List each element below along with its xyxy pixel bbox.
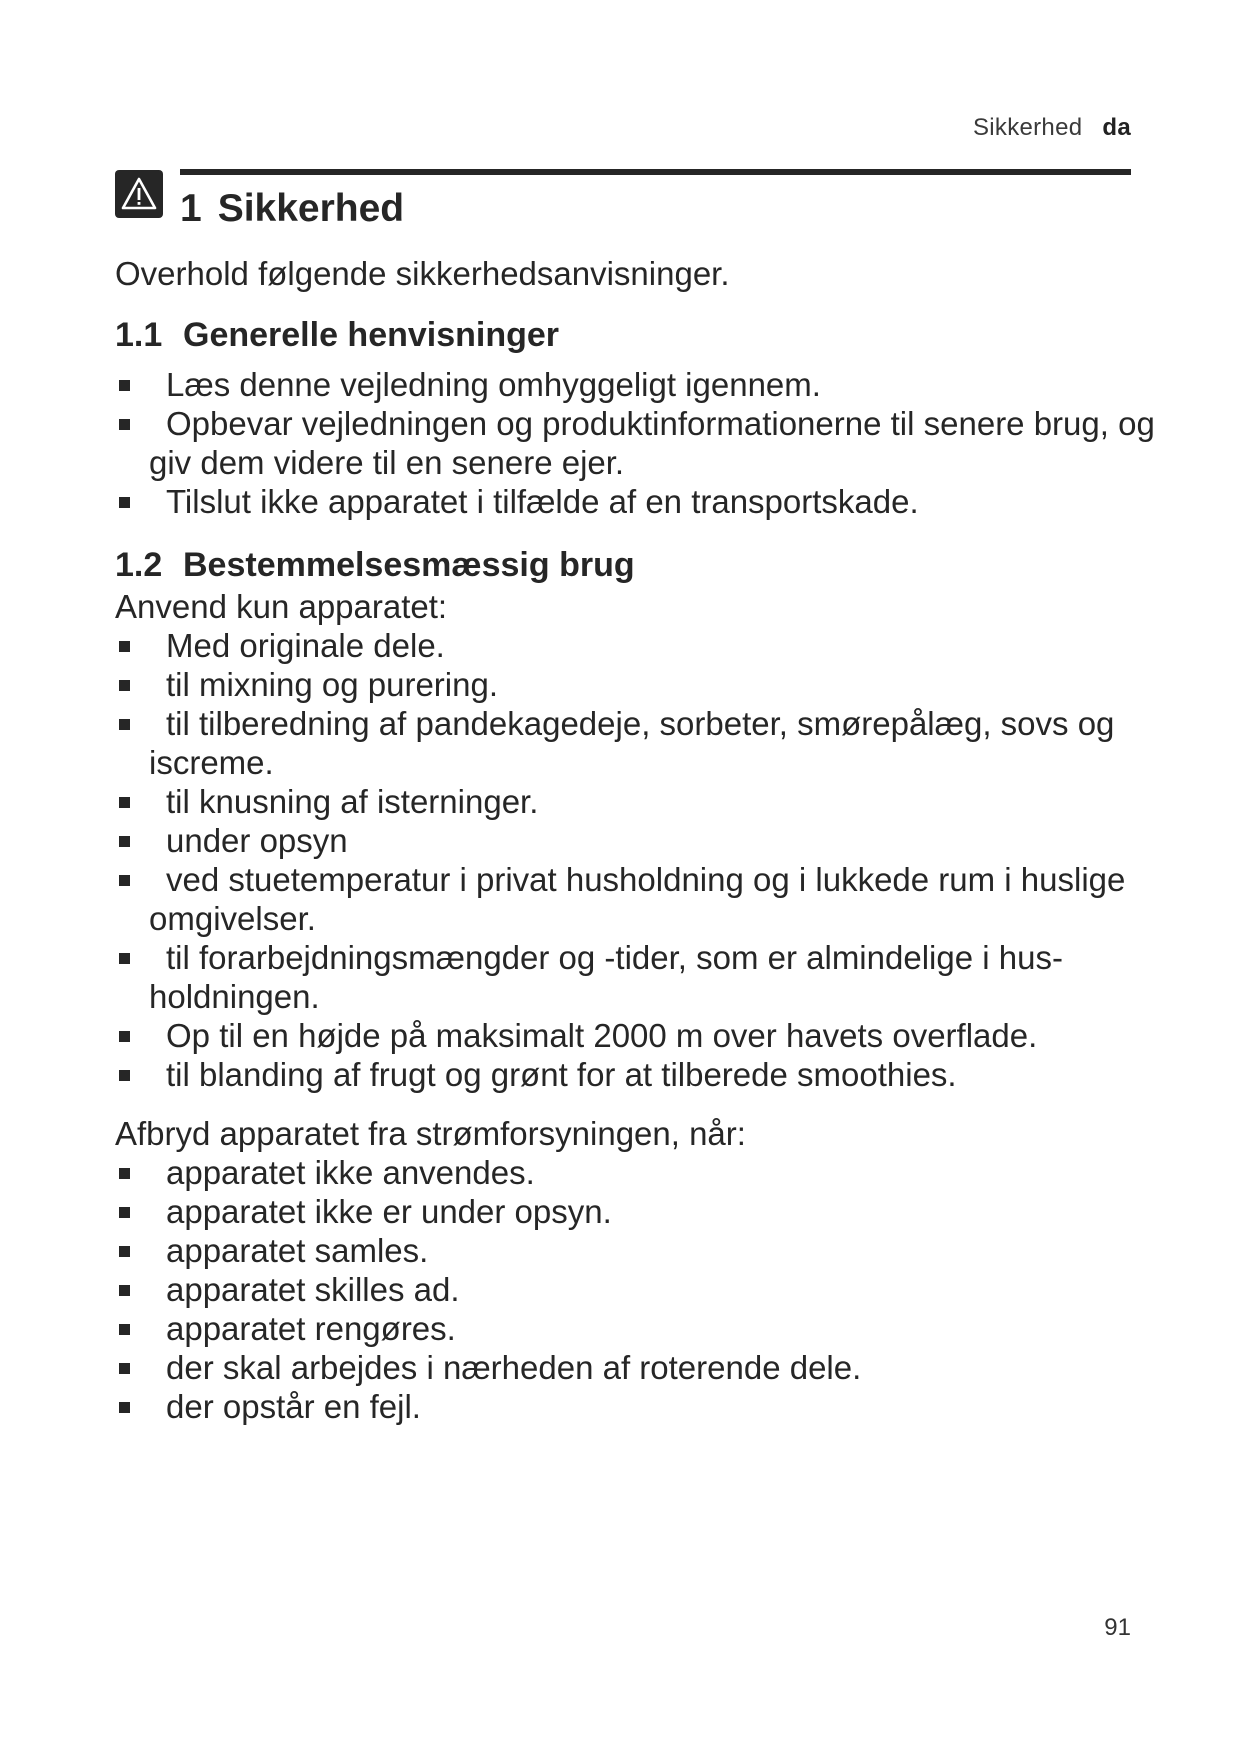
list-item: til blanding af frugt og grønt for at tilberede smoothies. bbox=[115, 1055, 1155, 1094]
disconnect-list bbox=[115, 1153, 1155, 1426]
section-title: Generelle henvisninger bbox=[183, 316, 560, 354]
section-number: 1.2 bbox=[115, 546, 163, 584]
disconnect-intro: Afbryd apparatet fra strømforsyningen, når: bbox=[115, 1115, 746, 1152]
page-number: 91 bbox=[1104, 1614, 1131, 1641]
chapter-title-text: Sikkerhed bbox=[217, 187, 405, 230]
intended-use-list bbox=[115, 626, 1155, 1094]
usage-intro: Anvend kun apparatet: bbox=[115, 588, 448, 625]
list-item: apparatet samles. bbox=[115, 1231, 1155, 1270]
list-item: apparatet ikke anvendes. bbox=[115, 1153, 1155, 1192]
header-language: da bbox=[1102, 114, 1131, 141]
list-item: der opstår en fejl. bbox=[115, 1387, 1155, 1426]
list-item: apparatet ikke er under opsyn. bbox=[115, 1192, 1155, 1231]
general-notes-list bbox=[115, 365, 1155, 521]
section-number: 1.1 bbox=[115, 316, 163, 354]
list-item: apparatet rengøres. bbox=[115, 1309, 1155, 1348]
chapter-rule bbox=[180, 169, 1131, 175]
chapter-number: 1 bbox=[180, 187, 202, 230]
list-item: Læs denne vejledning omhyggeligt igennem. bbox=[115, 365, 1155, 404]
running-header bbox=[973, 114, 1131, 142]
list-item: ved stuetemperatur i privat husholdning og i lukkede rum i huslige omgivelser. bbox=[115, 860, 1155, 938]
list-item: til forarbejdningsmængder og -tider, som er almindelige i husholdningen. bbox=[115, 938, 1155, 1016]
chapter-intro: Overhold følgende sikkerhedsanvisninger. bbox=[115, 255, 730, 292]
list-item: til knusning af isterninger. bbox=[115, 782, 1155, 821]
list-item: Tilslut ikke apparatet i tilfælde af en transportskade. bbox=[115, 482, 1155, 521]
list-item: til mixning og purering. bbox=[115, 665, 1155, 704]
chapter-title bbox=[180, 184, 404, 234]
header-section: Sikkerhed bbox=[972, 114, 1083, 141]
list-item: til tilberedning af pandekagedeje, sorbeter, smørepålæg, sovs og iscreme. bbox=[115, 704, 1155, 782]
section-title: Bestemmelsesmæssig brug bbox=[183, 546, 635, 584]
warning-icon bbox=[115, 170, 163, 218]
list-item: der skal arbejdes i nærheden af roterende dele. bbox=[115, 1348, 1155, 1387]
list-item: apparatet skilles ad. bbox=[115, 1270, 1155, 1309]
list-item: under opsyn bbox=[115, 821, 1155, 860]
section-heading-1-1 bbox=[115, 313, 1155, 357]
section-heading-1-2 bbox=[115, 543, 1155, 587]
list-item: Op til en højde på maksimalt 2000 m over havets overflade. bbox=[115, 1016, 1155, 1055]
list-item: Med originale dele. bbox=[115, 626, 1155, 665]
list-item: Opbevar vejledningen og produktinformationerne til senere brug, og giv dem videre til en senere ejer. bbox=[115, 404, 1155, 482]
content bbox=[115, 254, 1155, 1426]
